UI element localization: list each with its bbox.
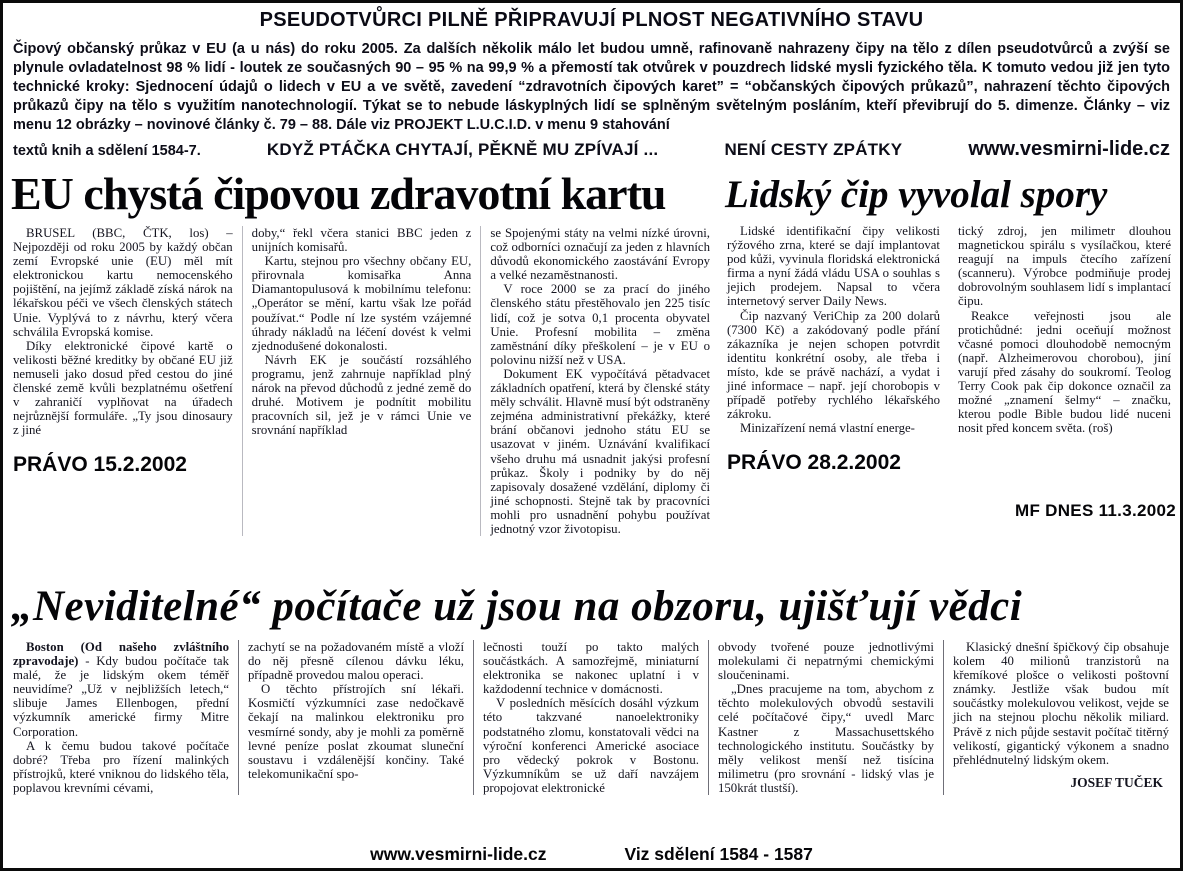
article3-columns [11, 640, 1178, 795]
footer-website-text: www.vesmirni-lide.cz [370, 844, 547, 864]
masthead [13, 9, 1170, 161]
article2-column-1 [725, 224, 949, 475]
paragraph-text: - Kdy budou počítače tak malé, že je lidským okem téměř neuvidíme? „Už v nejbližších letech,“ slibuje James Ellenbogen, přední výzkumník americké firmy Mitre Corporation. [13, 654, 229, 739]
page-title: PSEUDOTVŮRCI PILNĚ PŘIPRAVUJÍ PLNOST NEGATIVNÍHO STAVU [259, 9, 924, 31]
article-human-chip-dispute [725, 173, 1180, 521]
paragraph: obvody tvořené pouze jednotlivými molekulami či nepatrnými chemickými sloučeninami. [718, 640, 934, 683]
article3-column-3 [473, 640, 708, 795]
article-eu-chip-health-card [11, 169, 719, 536]
paragraph: Kartu, stejnou pro všechny občany EU, přirovnala komisařka Anna Diamantopulusová k mobilnímu telefonu: „Operátor se mění, kartu však lze pořád používat.“ Podle ní lze systém vzájemné úhrady nákladů na léčení dovést k velmi zjednodušené dokonalosti. [251, 254, 472, 353]
paragraph: tický zdroj, jen milimetr dlouhou magnetickou spirálu s vysílačkou, které reagují na impuls čtecího zařízení (scanneru). Výrobce podmiňuje prodej dobrovolným souhlasem lidí s implantací čipu. [958, 224, 1171, 309]
article2-source: PRÁVO 28.2.2002 [727, 451, 901, 475]
article3-column-2 [238, 640, 473, 795]
article2-source2: MF DNES 11.3.2002 [1014, 501, 1176, 521]
article-invisible-computers [11, 581, 1178, 795]
article2-columns [725, 224, 1180, 475]
paragraph: lečnosti touží po takto malých součástkách. A samozřejmě, miniaturní elektronika se nakonec uplatní i v každodenní technice v domácnosti. [483, 640, 699, 697]
article3-column-1 [11, 640, 238, 795]
paragraph: zachytí se na požadovaném místě a vloží do něj přesně cílenou dávku léku, případně provedou malou operaci. [248, 640, 464, 683]
paragraph [13, 640, 229, 739]
article3-headline: „Neviditelné“ počítače už jsou na obzoru, ujišťují vědci [11, 583, 1023, 630]
footer-note: Viz sdělení 1584 - 1587 [624, 844, 813, 864]
article3-column-5 [943, 640, 1178, 795]
paragraph: Čip nazvaný VeriChip za 200 dolarů (7300 Kč) a zakódovaný podle přání zákazníka je nejen schopen potvrdit identitu konkrétní osoby, ale třeba i místo, kde se právě nachází, a vydat i jiné informace – např. její chorobopis v případě potřeby rychlého lékařského zákroku. [727, 308, 940, 422]
slogan-left: KDYŽ PTÁČKA CHYTAJÍ, PĚKNĚ MU ZPÍVAJÍ ... [266, 140, 659, 159]
slogan-row [13, 138, 1170, 161]
paragraph: Minizařízení nemá vlastní energe- [740, 421, 915, 436]
paragraph: Klasický dnešní špičkový čip obsahuje kolem 40 milionů tranzistorů na křemíkové plošce o velikosti poštovní známky. Jestliže však budou mít součástky molekulovou velikost, vejde se jich na stejnou plochu několik miliard. Právě z nich půjde sestavit počítač titěrný velikostí, gigantický výkonem a snadno přehlédnutelný lidským okem. [953, 640, 1169, 767]
intro-paragraph: Čipový občanský průkaz v EU (a u nás) do roku 2005. Za dalších několik málo let budou umně, rafinovaně nahrazeny čipy na tělo z dílen pseudotvůrců a zvýší se plynule ovladatelnost 98 % lidí - loutek ze současných 90 – 95 % na 99,9 % a přemostí tak otvůrek v pouzdrech lidské mysli fyzického těla. K tomuto vedou již jen tyto technické kroky: Sjednocení údajů o lidech v EU a ve světě, zavedení “zdravotních čipových karet” = “občanských čipových průkazů”, nahrazení těchto čipových průkazů čipy na tělo s využitím nanotechnologií. Týkat se to nebude láskyplných lidí se splněným světelným posláním, kteří převibrují do 5. dimenze. Články – viz menu 12 obrázky – novinové články č. 79 – 88. Dále viz PROJEKT L.U.C.I.D. v menu 9 stahování [13, 41, 1170, 133]
paragraph: „Dnes pracujeme na tom, abychom z těchto molekulových obvodů sestavili celé počítačové čipy,“ uvedl Marc Kastner z Massachusettského technologického institutu. Součástky by měly velikost menší než tisícina milimetru (pro srovnání - lidský vlas je 150krát tlustší). [718, 682, 934, 795]
article1-columns [11, 226, 719, 536]
paragraph: A k čemu budou takové počítače dobré? Třeba pro řízení malinkých přístrojků, které vniknou do lidského těla, poplavou krevními cévami, [13, 738, 229, 795]
article3-lead-in: Boston (Od našeho zvláštního zpravodaje) [13, 640, 229, 669]
paragraph: BRUSEL (BBC, ČTK, los) – Nejpozději od roku 2005 by každý občan zemí Evropské unie (EU) měl mít elektronickou kartu nemocenského pojištění, na jejímž základě získá nárok na lékařskou péči ve všech členských státech Unie. Vyplývá to z návrhu, který včera schválila Evropská komise. [13, 226, 233, 339]
paragraph: Dokument EK vypočítává pětadvacet základních opatření, která by členské státy měly schválit. Hlavně musí být odstraněny zejména administrativní překážky, které brání občanovi jednoho státu EU se usazovat v jiném. Uznávání kvalifikací všeho druhu má usnadnit jakýsi profesní průkaz. Školy i podniky by do něj zapisovaly dosažené vzdělání, diplomy či jiné schopnosti. Stejně tak by pracovníci mohli pro usnadnění pohybu používat jednotný vzor životopisu. [490, 366, 711, 536]
paragraph: V roce 2000 se za prací do jiného členského státu přestěhovalo jen 225 tisíc lidí, což je sotva 0,1 procenta obyvatel Unie. Profesní mobilita – změna zaměstnání díky přeškolení – je v EU o polovinu nižší než v USA. [490, 282, 711, 367]
paragraph: doby,“ řekl včera stanici BBC jeden z unijních komisařů. [251, 226, 472, 255]
article2-headline: Lidský čip vyvolal spory [725, 173, 1108, 216]
paragraph: Návrh EK je součástí rozsáhlého programu, jenž zahrnuje například plný nárok na převod důchodů z jedné země do druhé. Motivem je podnítit mobilitu pracovních sil, jež je v rámci Unie ve srovnání například [251, 352, 472, 438]
article1-column-1 [11, 226, 242, 536]
paragraph: Reakce veřejnosti jsou ale protichůdné: jedni oceňují možnost včasné pomoci dlouhodobě nemocným (např. Alzheimerovou chorobou), jiní varují před zásahy do soukromí. Teolog Terry Cook pak čip dokonce označil za možné „znamení šelmy“ – značku, kterou podle Bible budou lidé nuceni nosit před koncem světa. (roš) [958, 308, 1171, 436]
paragraph: se Spojenými státy na velmi nízké úrovni, což odborníci označují za jeden z hlavních důvodů ekonomického zaostávání Evropy a velké nezaměstnanosti. [490, 226, 711, 283]
intro-tail: textů knih a sdělení 1584-7. [13, 143, 201, 159]
paragraph: V posledních měsících dosáhl výzkum této takzvané nanoelektroniky podstatného zlomu, konstatovali vědci na výroční konferenci Americké asociace pro vědecký pokrok v Bostonu. Výzkumníkům se už daří navzájem propojovat elektronické [483, 696, 699, 795]
article1-column-3 [480, 226, 719, 536]
footer [3, 844, 1180, 865]
paragraph: Lidské identifikační čipy velikosti rýžového zrna, které se dají implantovat pod kůži, vyvinula floridská elektronická firma a nyní žádá vládu USA o souhlas s jejich prodejem. Napsal to včera internetový server Daily News. [727, 224, 940, 309]
slogan-right: NENÍ CESTY ZPÁTKY [724, 140, 903, 159]
article1-column-2 [242, 226, 481, 536]
paragraph: Díky elektronické čipové kartě o velikosti běžné kreditky by občané EU již nemuseli jako dosud před cestou do jiné členské země kvůli bezplatnému ošetření v zahraničí vyplňovat na úřadech nejrůznější formuláře. „Ty jsou dinosaury z jiné [13, 338, 233, 438]
article1-source: PRÁVO 15.2.2002 [13, 453, 187, 477]
website-text: www.vesmirni-lide.cz [968, 138, 1170, 160]
article3-column-4 [708, 640, 943, 795]
article3-byline: JOSEF TUČEK [1070, 774, 1163, 790]
article2-column-2 [949, 224, 1180, 475]
paragraph: O těchto přístrojích sní lékaři. Kosmičtí výzkumníci zase nedočkavě čekají na malinkou elektroniku pro vesmírné sondy, aby je mohli za poměrně levné peníze poslat zkoumat sluneční soustavu i vzdálenější končiny. Také telekomunikační spo- [248, 682, 464, 781]
article1-headline: EU chystá čipovou zdravotní kartu [11, 168, 666, 219]
